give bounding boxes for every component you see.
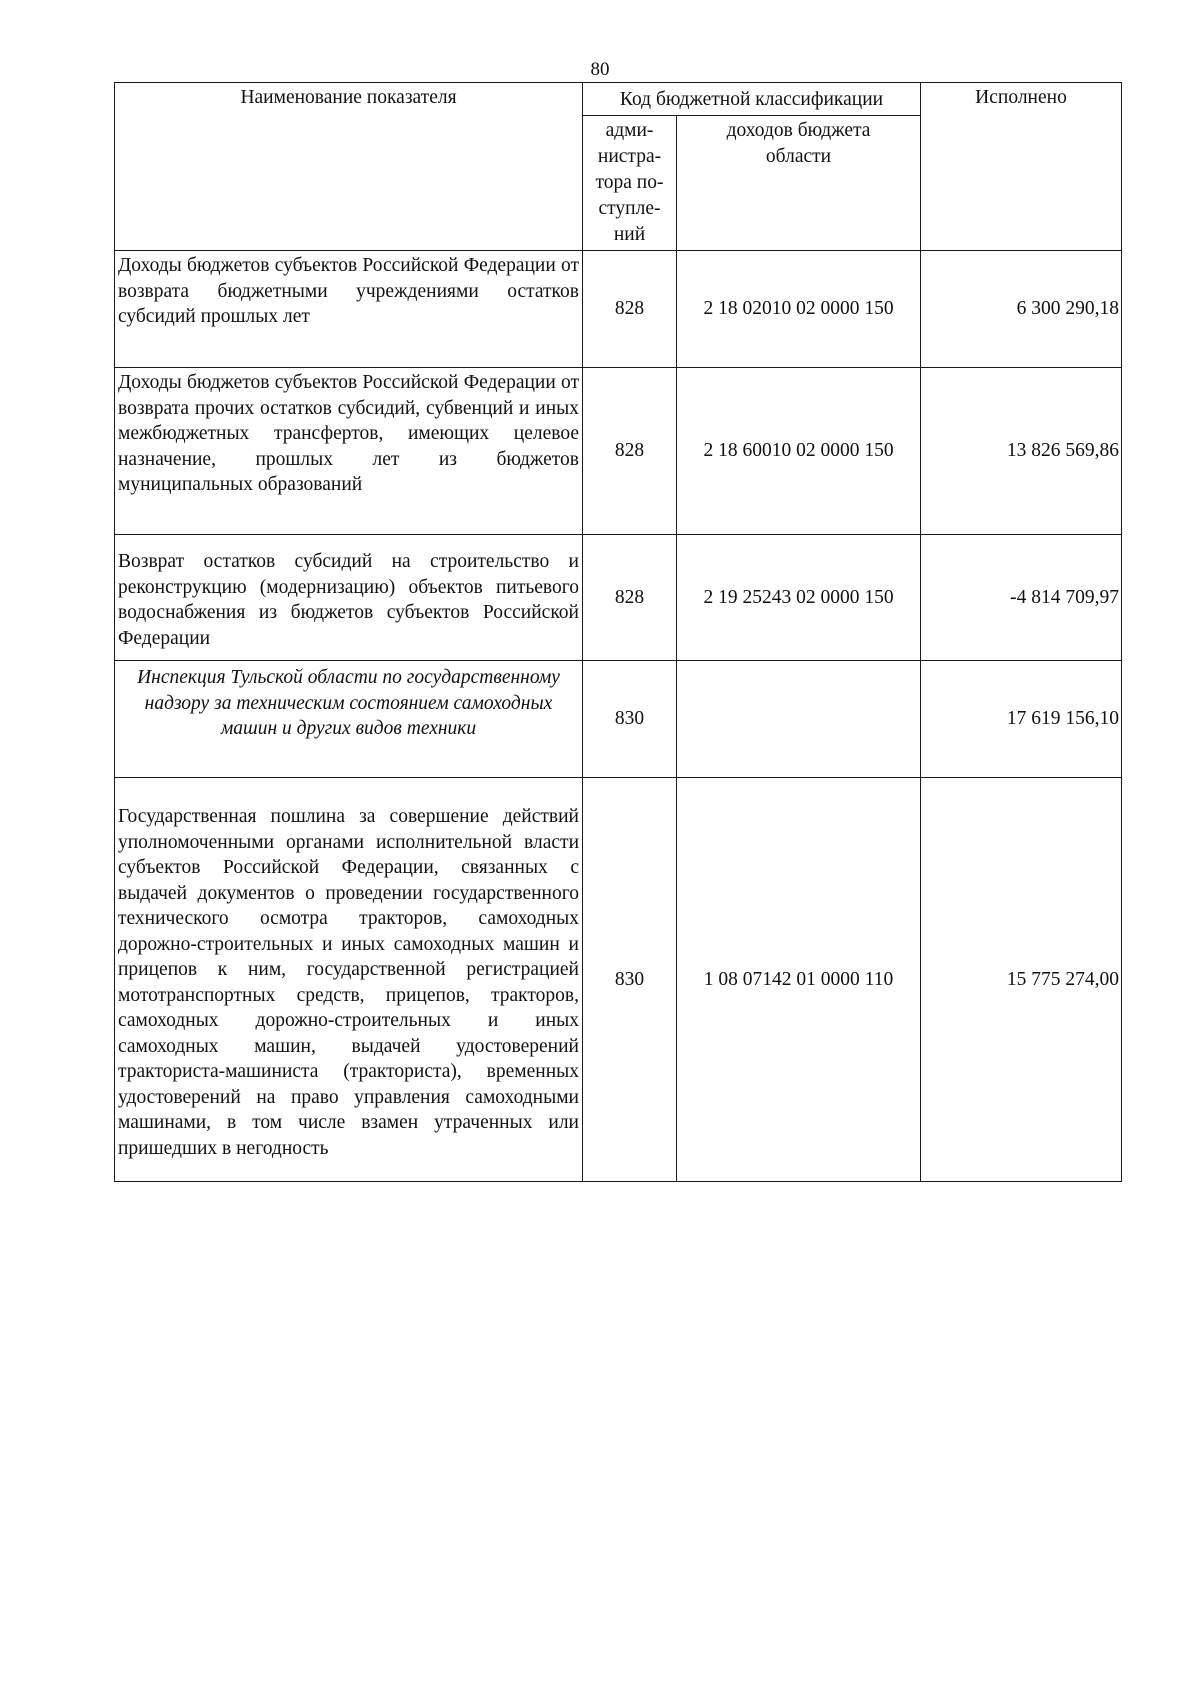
- row-amount: -4 814 709,97: [921, 535, 1122, 661]
- header-admin: [583, 116, 677, 251]
- table-row: [115, 368, 1122, 535]
- row-name: Доходы бюджетов субъектов Российской Федерации от возврата прочих остатков субсидий, субвенций и иных межбюджетных трансфертов, имеющих целевое назначение, прошлых лет из бюджетов муниципальных образований: [115, 368, 583, 535]
- header-income-text: доходов бюджета области: [726, 120, 871, 167]
- row-admin-code: 830: [583, 661, 677, 778]
- department-name: Инспекция Тульской области по государственному надзору за техническим состоянием самоходных машин и других видов техники: [115, 661, 583, 778]
- row-name: Государственная пошлина за совершение действий уполномоченными органами исполнительной власти субъектов Российской Федерации, связанных с выдачей документов о проведении государственного технического осмотра тракторов, самоходных дорожно-строительных и иных самоходных машин и прицепов к ним, государственной регистрацией мототранспортных средств, прицепов, тракторов, самоходных дорожно-строительных и иных самоходных машин, выдачей удостоверений тракториста-машиниста (тракториста), временных удостоверений на право управления самоходными машинами, в том числе взамен утраченных или пришедших в негодность: [115, 778, 583, 1182]
- header-indicator-name: Наименование показателя: [115, 83, 583, 251]
- table-row: [115, 778, 1122, 1182]
- header-code-group: Код бюджетной классификации: [583, 83, 921, 116]
- header-income: [677, 116, 921, 251]
- row-income-code: 1 08 07142 01 0000 110: [677, 778, 921, 1182]
- row-name: Возврат остатков субсидий на строительство и реконструкцию (модернизацию) объектов питьевого водоснабжения из бюджетов субъектов Российской Федерации: [115, 535, 583, 661]
- row-amount: 6 300 290,18: [921, 251, 1122, 368]
- row-amount: 15 775 274,00: [921, 778, 1122, 1182]
- row-income-code: 2 18 02010 02 0000 150: [677, 251, 921, 368]
- header-executed: Исполнено: [921, 83, 1122, 251]
- table-row-department: [115, 661, 1122, 778]
- row-admin-code: 830: [583, 778, 677, 1182]
- row-income-code: [677, 661, 921, 778]
- budget-table: [114, 82, 1122, 1182]
- row-amount: 13 826 569,86: [921, 368, 1122, 535]
- row-admin-code: 828: [583, 535, 677, 661]
- page-number: 80: [590, 59, 610, 80]
- row-income-code: 2 18 60010 02 0000 150: [677, 368, 921, 535]
- row-amount: 17 619 156,10: [921, 661, 1122, 778]
- row-income-code: 2 19 25243 02 0000 150: [677, 535, 921, 661]
- row-admin-code: 828: [583, 368, 677, 535]
- row-name: Доходы бюджетов субъектов Российской Федерации от возврата бюджетными учреждениями остатков субсидий прошлых лет: [115, 251, 583, 368]
- table-row: [115, 535, 1122, 661]
- table-row: [115, 251, 1122, 368]
- table-header-row: [115, 83, 1122, 116]
- header-admin-text: адми- нистра- тора по- ступле- ний: [595, 120, 664, 245]
- row-admin-code: 828: [583, 251, 677, 368]
